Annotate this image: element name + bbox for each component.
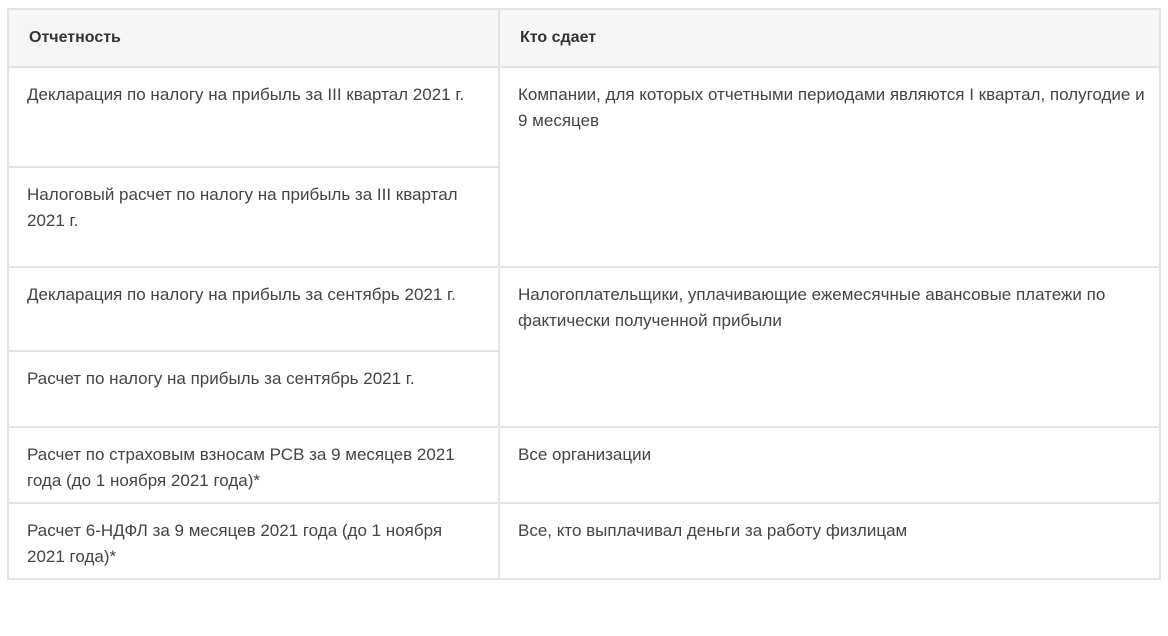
report-cell: Декларация по налогу на прибыль за III квартал 2021 г. [8, 67, 499, 167]
who-cell: Все организации [499, 427, 1160, 503]
report-cell: Расчет 6-НДФЛ за 9 месяцев 2021 года (до 1 ноября 2021 года)* [8, 503, 499, 579]
who-cell: Налогоплательщики, уплачивающие ежемесячные авансовые платежи по фактически полученной прибыли [499, 267, 1160, 427]
table-row [8, 267, 1160, 351]
table-row [8, 67, 1160, 167]
who-cell: Компании, для которых отчетными периодами являются I квартал, полугодие и 9 месяцев [499, 67, 1160, 267]
report-cell: Расчет по страховым взносам РСВ за 9 месяцев 2021 года (до 1 ноября 2021 года)* [8, 427, 499, 503]
table-row [8, 503, 1160, 579]
reporting-table [7, 8, 1161, 580]
table-row [8, 427, 1160, 503]
report-cell: Налоговый расчет по налогу на прибыль за III квартал 2021 г. [8, 167, 499, 267]
header-row [8, 9, 1160, 67]
report-cell: Расчет по налогу на прибыль за сентябрь 2021 г. [8, 351, 499, 427]
table-header [8, 9, 1160, 67]
table-body [8, 67, 1160, 579]
who-cell: Все, кто выплачивал деньги за работу физлицам [499, 503, 1160, 579]
header-reporting: Отчетность [8, 9, 499, 67]
report-cell: Декларация по налогу на прибыль за сентябрь 2021 г. [8, 267, 499, 351]
header-who-submits: Кто сдает [499, 9, 1160, 67]
